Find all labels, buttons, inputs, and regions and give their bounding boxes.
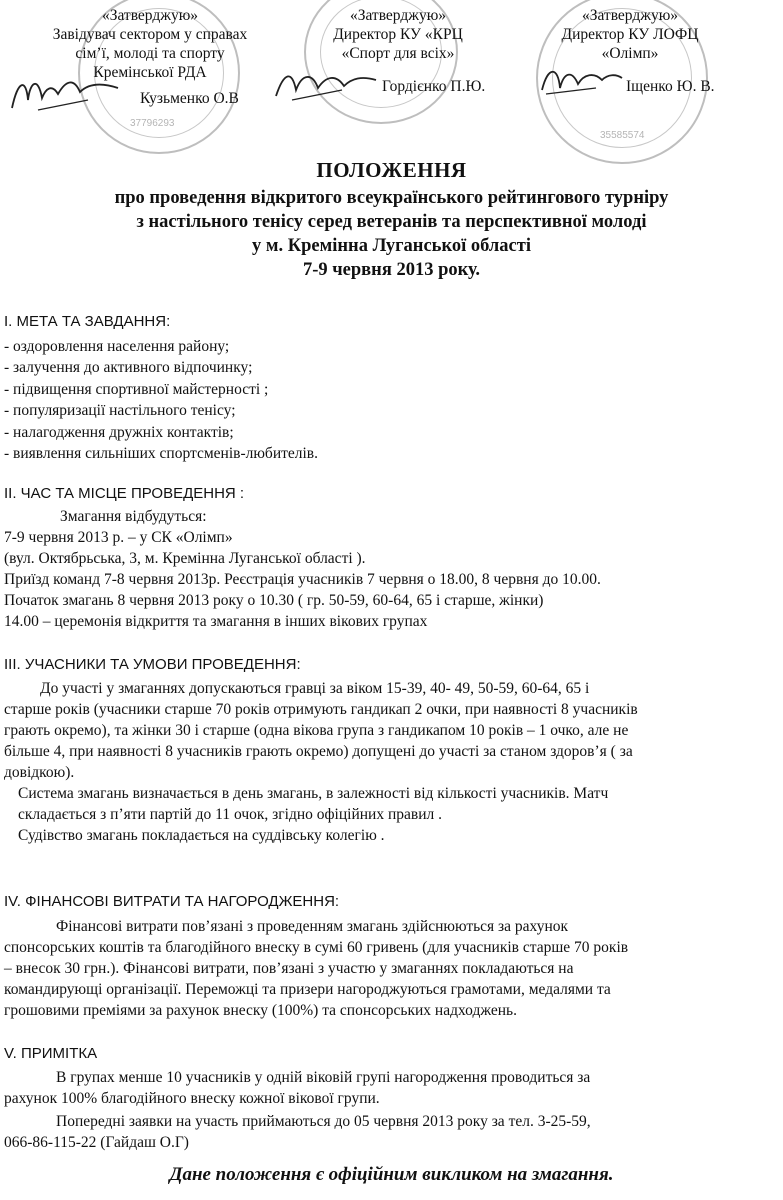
text-line: 066-86-115-22 (Гайдаш О.Г) [4,1134,189,1151]
approval-title: «Затверджую» [581,7,679,24]
paragraph [4,1111,776,1153]
text-line: старше років (учасники старше 70 років отримують гандикап 2 очки, при наявності 8 учасників [4,701,638,718]
title-line: у м. Кремінна Луганської області [252,236,531,256]
section-heading: II. ЧАС ТА МІСЦЕ ПРОВЕДЕННЯ : [4,485,245,502]
list-item: - виявлення сильніших спортсменів-любителів. [4,445,319,462]
approval-title: «Затверджую» [101,7,199,24]
text-line: грошовими преміями за рахунок внеску (100%) та спонсорських надходжень. [4,1002,517,1019]
signature-2 [272,64,382,104]
approval-title: «Затверджую» [349,7,447,24]
text-line: До участі у змаганнях допускаються гравці за віком 15-39, 40- 49, 50-59, 60-64, 65 і [40,680,590,697]
approval-name: Гордієнко П.Ю. [382,78,486,95]
approval-line: «Олімп» [601,45,659,62]
text-line: (вул. Октябрьська, 3, м. Кремінна Луганської області ). [4,550,366,567]
document-title [0,158,783,282]
approval-block-3 [540,6,720,63]
text-line: грають окремо), та жінки 30 і старше (одна вікова група з гандикапом 10 років – 1 очко, але не [4,722,629,739]
text-line: Приїзд команд 7-8 червня 2013р. Реєстрація учасників 7 червня о 18.00, 8 червня до 10.00. [4,571,601,588]
title-line: про проведення відкритого всеукраїнського рейтингового турніру [114,188,669,208]
section-heading: III. УЧАСНИКИ ТА УМОВИ ПРОВЕДЕННЯ: [4,656,301,673]
text-line: командирующі організації. Переможці та призери нагороджуються грамотами, медалями та [4,981,611,998]
text-line: – внесок 30 грн.). Фінансові витрати, пов’язані з участю у змаганнях покладаються на [4,960,574,977]
text-line: рахунок 100% благодійного внеску кожної вікової групи. [4,1090,380,1107]
approval-line: Директор КУ ЛОФЦ [561,26,699,43]
paragraph [4,1067,776,1109]
text-line: Початок змагань 8 червня 2013 року о 10.30 ( гр. 50-59, 60-64, 65 і старше, жінки) [4,592,544,609]
text-line: Змагання відбудуться: [60,508,207,525]
text-line: Судівство змагань покладається на суддівську колегію . [18,827,385,844]
approval-line: Директор КУ «КРЦ [333,26,463,43]
text-line: більше 4, при наявності 8 учасників грають окремо) допущені до участі за станом здоров’я ( за [4,743,633,760]
text-line: Попередні заявки на участь приймаються до 05 червня 2013 року за тел. 3-25-59, [56,1113,591,1130]
list-item: - підвищення спортивної майстерності ; [4,381,269,398]
list-item: - оздоровлення населення району; [4,338,230,355]
title-main: ПОЛОЖЕННЯ [316,158,467,182]
stamp-number: 35585574 [600,130,645,141]
signature-1 [8,70,128,115]
title-line: 7-9 червня 2013 року. [302,260,481,280]
text-line: довідкою). [4,764,75,781]
approval-block-2 [298,6,498,63]
approval-line: Завідувач сектором у справах [52,26,248,43]
text-line: В групах менше 10 учасників у одній віковій групі нагородження проводиться за [56,1069,591,1086]
paragraph [4,916,776,1021]
approval-line: сім’ї, молоді та спорту [75,45,225,62]
list-item: - популяризації настільного тенісу; [4,402,236,419]
paragraph [4,678,776,783]
text-line: спонсорських коштів та благодійного внеску в сумі 60 гривень (для учасників старше 70 років [4,939,629,956]
approval-name: Іщенко Ю. В. [626,78,715,95]
text-line: 14.00 – церемонія відкриття та змагання в інших вікових групах [4,613,428,630]
text-line: Система змагань визначається в день змагань, в залежності від кількості учасників. Матч [18,785,609,802]
paragraph [4,783,776,825]
list-item: - залучення до активного відпочинку; [4,359,253,376]
title-line: з настільного тенісу серед ветеранів та перспективної молоді [136,212,647,232]
section-heading: V. ПРИМІТКА [4,1045,98,1062]
signature-3 [536,60,626,100]
footer-note: Дане положення є офіційним викликом на змагання. [169,1164,614,1185]
section-heading: IV. ФІНАНСОВІ ВИТРАТИ ТА НАГОРОДЖЕННЯ: [4,893,340,910]
list-item: - налагодження дружніх контактів; [4,424,234,441]
section-heading: I. МЕТА ТА ЗАВДАННЯ: [4,313,171,330]
text-line: 7-9 червня 2013 р. – у СК «Олімп» [4,529,233,546]
stamp-number: 37796293 [130,118,175,129]
text-line: складається з п’яти партій до 11 очок, згідно офіційних правил . [18,806,442,823]
approval-name: Кузьменко О.В [140,90,239,107]
approval-line: «Спорт для всіх» [341,45,455,62]
approval-line: Кремінської РДА [93,64,207,81]
text-line: Фінансові витрати пов’язані з проведенням змагань здійснюються за рахунок [56,918,569,935]
